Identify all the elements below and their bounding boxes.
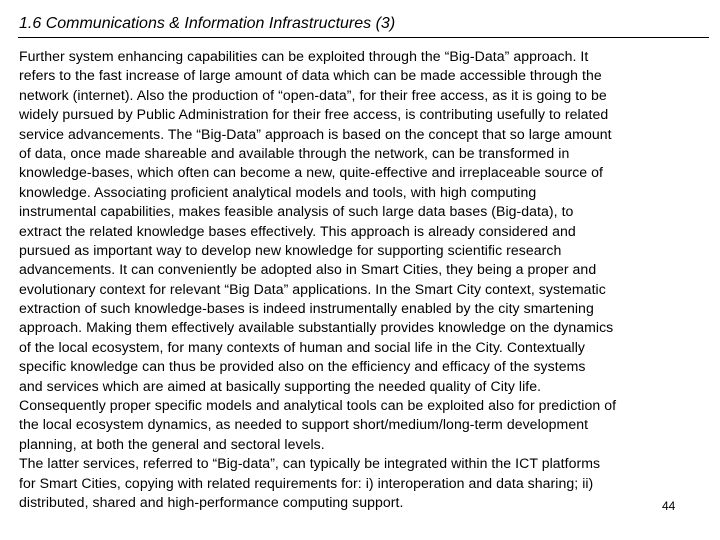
- body-line: of data, once made shareable and available through the network, can be transformed in: [19, 144, 570, 161]
- body-line: planning, at both the general and sectoral levels.: [19, 435, 325, 452]
- body-line: extraction of such knowledge-bases is indeed instrumentally enabled by the city smartening: [19, 300, 594, 317]
- body-line: distributed, shared and high-performance computing support.: [19, 493, 404, 510]
- body-line: service advancements. The “Big-Data” approach is based on the concept that so large amount: [19, 125, 612, 142]
- body-line: for Smart Cities, copying with related requirements for: i) interoperation and data sharing; ii): [19, 474, 594, 491]
- body-line: instrumental capabilities, makes feasible analysis of such large data bases (Big-data), to: [19, 203, 574, 220]
- title-underline: [18, 37, 709, 38]
- body-line: widely pursued by Public Administration for their free access, is contributing usefully to related: [19, 106, 609, 123]
- body-line: extract the related knowledge bases effectively. This approach is already considered and: [19, 222, 576, 239]
- body-line: evolutionary context for relevant “Big Data” applications. In the Smart City context, systematic: [19, 280, 606, 297]
- body-line: and services which are aimed at basically supporting the needed quality of City life.: [19, 377, 542, 394]
- body-line: specific knowledge can thus be provided also on the efficiency and efficacy of the systems: [19, 358, 586, 375]
- body-line: approach. Making them effectively available substantially provides knowledge on the dynamics: [19, 319, 614, 336]
- body-line: network (internet). Also the production of “open-data”, for their free access, as it is going to be: [19, 86, 607, 103]
- body-line: refers to the fast increase of large amount of data which can be made accessible through the: [19, 67, 602, 84]
- body-line: the local ecosystem dynamics, as needed to support short/medium/long-term development: [19, 416, 589, 433]
- slide-title: 1.6 Communications & Information Infrastructures (3): [19, 15, 396, 32]
- body-text: [19, 47, 711, 512]
- body-line: pursued as important way to develop new knowledge for supporting scientific research: [19, 241, 562, 258]
- body-line: knowledge-bases, which often can become a new, quite-effective and irreplaceable source of: [19, 164, 604, 181]
- page-number: 44: [662, 499, 676, 513]
- body-line: advancements. It can conveniently be adopted also in Smart Cities, they being a proper and: [19, 261, 597, 278]
- body-line: Consequently proper specific models and analytical tools can be exploited also for prediction of: [19, 397, 617, 414]
- body-line: knowledge. Associating proficient analytical models and tools, with high computing: [19, 183, 537, 200]
- body-line: of the local ecosystem, for many contexts of human and social life in the City. Contextually: [19, 338, 586, 355]
- body-line: Further system enhancing capabilities can be exploited through the “Big-Data” approach. It: [19, 48, 589, 64]
- body-line: The latter services, referred to “Big-data”, can typically be integrated within the ICT platforms: [19, 455, 601, 472]
